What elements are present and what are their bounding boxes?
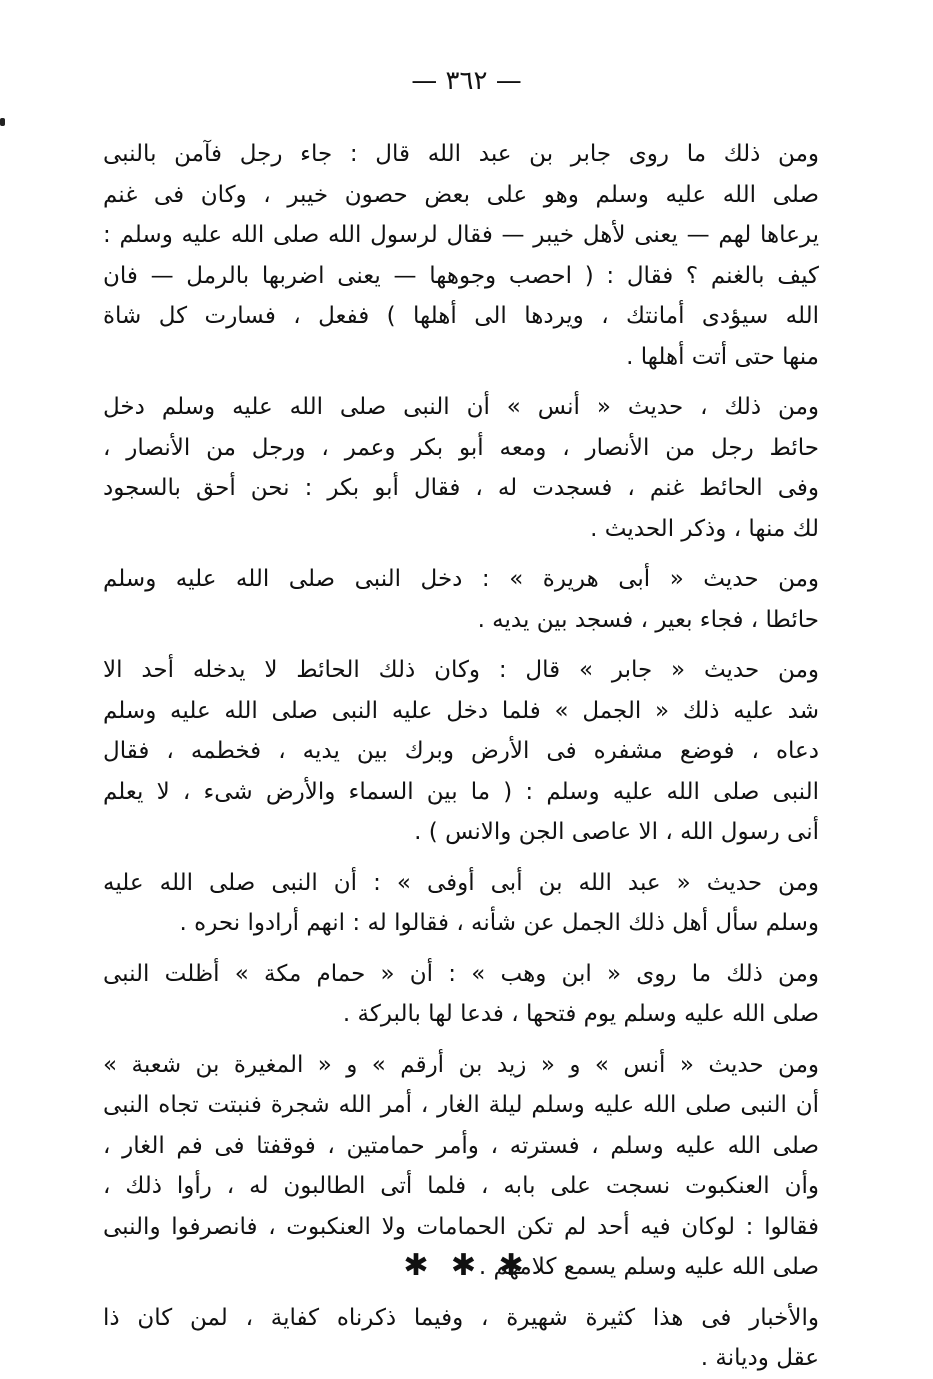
page-number: — ٣٦٢ — [411, 66, 522, 96]
text-line: حائط رجل من الأنصار ، ومعه أبو بكر وعمر ، ورجل من الأنصار ، [103, 434, 819, 461]
text-line: حائطا ، فجاء بعير ، فسجد بين يديه . [477, 606, 819, 633]
text-line: ومن ذلك ، حديث « أنس » أن النبى صلى الله عليه وسلم دخل [103, 394, 819, 420]
text-line: النبى صلى الله عليه وسلم : ( ما بين السماء والأرض شىء ، لا يعلم [103, 778, 819, 805]
text-line: وسلم سأل أهل ذلك الجمل عن شأنه ، فقالوا له : انهم أرادوا نحره . [179, 910, 819, 936]
text-line: صلى الله عليه وسلم وهو على بعض حصون خيبر ، وكان فى غنم [103, 181, 819, 208]
paragraph [103, 134, 819, 377]
paragraph [103, 954, 819, 1035]
text-line: يرعاها لهم — يعنى لأهل خيبر — فقال لرسول الله صلى الله عليه وسلم : [103, 222, 819, 248]
text-line: دعاه ، فوضع مشفره فى الأرض وبرك بين يديه ، فخطمه ، فقال [103, 738, 819, 764]
text-line: صلى الله عليه وسلم يسمع كلامهم . [478, 1254, 819, 1280]
text-line: منها حتى أتت أهلها . [626, 343, 819, 370]
paragraph [103, 559, 819, 640]
text-line: أنى رسول الله ، الا عاصى الجن والانس ) . [414, 819, 819, 845]
paragraph [103, 1298, 819, 1379]
text-line: والأخبار فى هذا كثيرة شهيرة ، وفيما ذكرناه كفاية ، لمن كان ذا [103, 1304, 819, 1331]
text-line: فقالوا : لوكان فيه أحد لم تكن الحمامات ولا العنكبوت ، فانصرفوا والنبى [103, 1213, 819, 1240]
text-line: كيف بالغنم ؟ فقال : ( احصب وجوهها — يعنى اضربها بالرمل — فان [103, 262, 819, 289]
text-line: شد عليه ذلك « الجمل » فلما دخل عليه النبى صلى الله عليه وسلم [103, 697, 819, 724]
paragraph [103, 863, 819, 944]
paragraph [103, 387, 819, 549]
text-line: ومن ذلك ما روى « ابن وهب » : أن « حمام مكة » أظلت النبى [103, 960, 819, 987]
scan-speck [0, 118, 5, 126]
text-line: عقل وديانة . [700, 1345, 819, 1371]
paragraph [103, 650, 819, 853]
text-line: الله سيؤدى أمانتك ، ويردها الى أهلها ) ففعل ، فسارت كل شاة [103, 303, 819, 329]
text-line: ومن ذلك ما روى جابر بن عبد الله قال : جاء رجل فآمن بالنبى [103, 141, 819, 167]
text-line: وفى الحائط غنم ، فسجدت له ، فقال أبو بكر : نحن أحق بالسجود [103, 475, 819, 501]
text-line: وأن العنكبوت نسجت على بابه ، فلما أتى الطالبون له ، رأوا ذلك ، [103, 1173, 819, 1199]
body-text [103, 134, 819, 1379]
text-line: ومن حديث « أبى هريرة » : دخل النبى صلى الله عليه وسلم [103, 566, 819, 592]
text-line: ومن حديث « جابر » قال : وكان ذلك الحائط لا يدخله أحد الا [103, 657, 819, 683]
text-line: صلى الله عليه وسلم ، فسترته ، وأمر حمامتين ، فوقفتا فى فم الغار ، [103, 1132, 819, 1159]
text-line: صلى الله عليه وسلم يوم فتحها ، فدعا لها بالبركة . [342, 1001, 819, 1027]
text-line: أن النبى صلى الله عليه وسلم ليلة الغار ، أمر الله شجرة فنبتت تجاه النبى [103, 1092, 819, 1118]
text-line: ومن حديث « أنس » و « زيد بن أرقم » و « المغيرة بن شعبة » [103, 1051, 819, 1078]
text-line: لك منها ، وذكر الحديث . [590, 515, 819, 542]
text-line: ومن حديث « عبد الله بن أبى أوفى » : أن النبى صلى الله عليه [103, 869, 819, 896]
section-separator: ✱ ✱ ✱ [403, 1248, 530, 1283]
